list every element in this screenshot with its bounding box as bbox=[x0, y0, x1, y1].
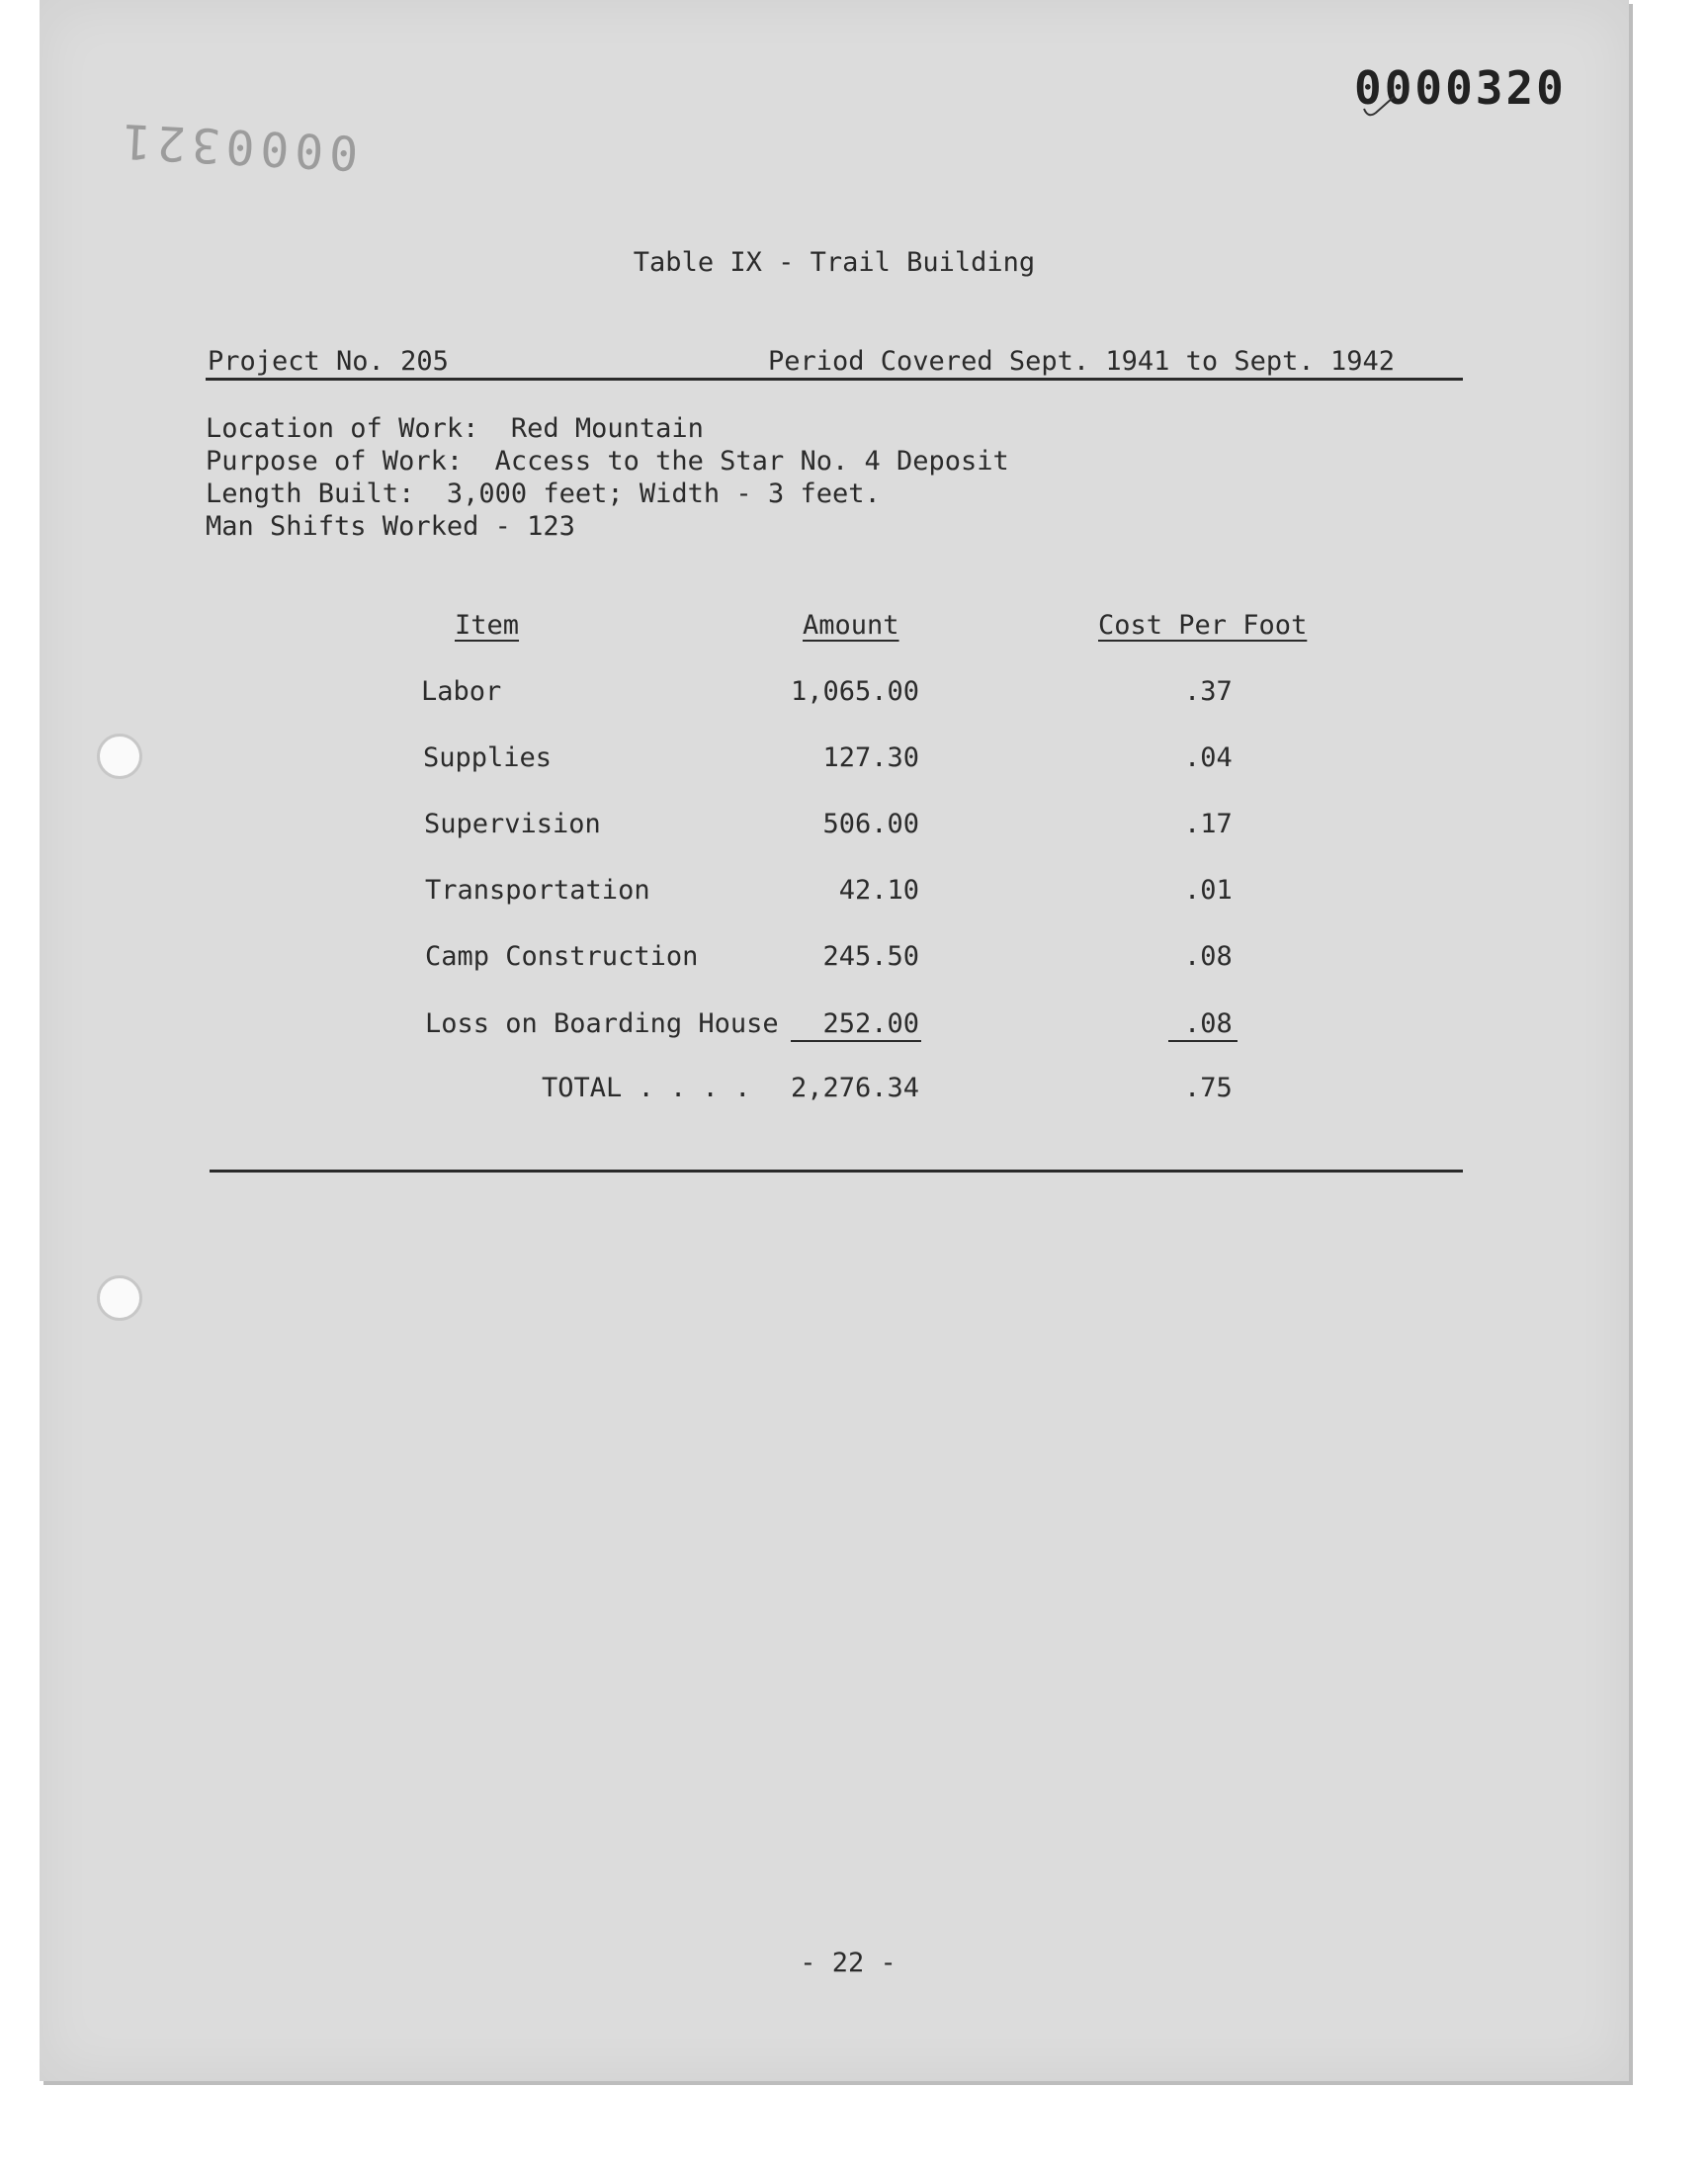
pen-check-mark bbox=[1362, 95, 1396, 121]
length-built: Length Built: 3,000 feet; Width - 3 feet. bbox=[206, 478, 881, 509]
row-item: Transportation bbox=[425, 875, 650, 906]
column-header-amount: Amount bbox=[803, 610, 899, 641]
table-title: Table IX - Trail Building bbox=[633, 247, 1036, 278]
row-amount: 506.00 bbox=[822, 809, 919, 839]
period-covered: Period Covered Sept. 1941 to Sept. 1942 bbox=[768, 346, 1395, 377]
column-header-item: Item bbox=[455, 610, 520, 641]
table-bottom-rule bbox=[210, 1170, 1463, 1173]
row-amount: 42.10 bbox=[838, 875, 919, 906]
column-header-cost-per-foot: Cost Per Foot bbox=[1098, 610, 1308, 641]
row-cost-per-foot: .37 bbox=[1184, 676, 1233, 707]
punch-hole-bottom bbox=[97, 1275, 142, 1321]
man-shifts-worked: Man Shifts Worked - 123 bbox=[206, 511, 575, 542]
subtotal-rule-amount bbox=[791, 1040, 921, 1042]
row-cost-per-foot: .04 bbox=[1184, 742, 1233, 773]
subtotal-rule-cost bbox=[1168, 1040, 1238, 1042]
total-cost-per-foot: .75 bbox=[1184, 1073, 1233, 1103]
row-amount: 245.50 bbox=[822, 941, 919, 972]
document-number-stamp: 0000320 bbox=[1354, 61, 1567, 115]
row-item: Camp Construction bbox=[425, 941, 699, 972]
row-item: Loss on Boarding House bbox=[425, 1008, 779, 1039]
row-cost-per-foot: .08 bbox=[1184, 1008, 1233, 1039]
row-amount: 127.30 bbox=[822, 742, 919, 773]
page-number: - 22 - bbox=[800, 1948, 897, 1978]
row-item: Supervision bbox=[424, 809, 601, 839]
punch-hole-top bbox=[97, 734, 142, 779]
row-cost-per-foot: .17 bbox=[1184, 809, 1233, 839]
header-rule bbox=[206, 378, 1463, 381]
row-item: Labor bbox=[421, 676, 502, 707]
row-amount: 1,065.00 bbox=[790, 676, 919, 707]
total-label: TOTAL . . . . bbox=[542, 1073, 751, 1103]
row-cost-per-foot: .08 bbox=[1184, 941, 1233, 972]
document-page bbox=[40, 0, 1629, 2081]
row-cost-per-foot: .01 bbox=[1184, 875, 1233, 906]
row-amount: 252.00 bbox=[822, 1008, 919, 1039]
row-item: Supplies bbox=[423, 742, 553, 773]
location-of-work: Location of Work: Red Mountain bbox=[206, 413, 704, 444]
total-amount: 2,276.34 bbox=[790, 1073, 919, 1103]
purpose-of-work: Purpose of Work: Access to the Star No. 4 Deposit bbox=[206, 446, 1009, 477]
faint-reversed-stamp: 0000321 bbox=[115, 112, 360, 181]
project-number: Project No. 205 bbox=[208, 346, 449, 377]
